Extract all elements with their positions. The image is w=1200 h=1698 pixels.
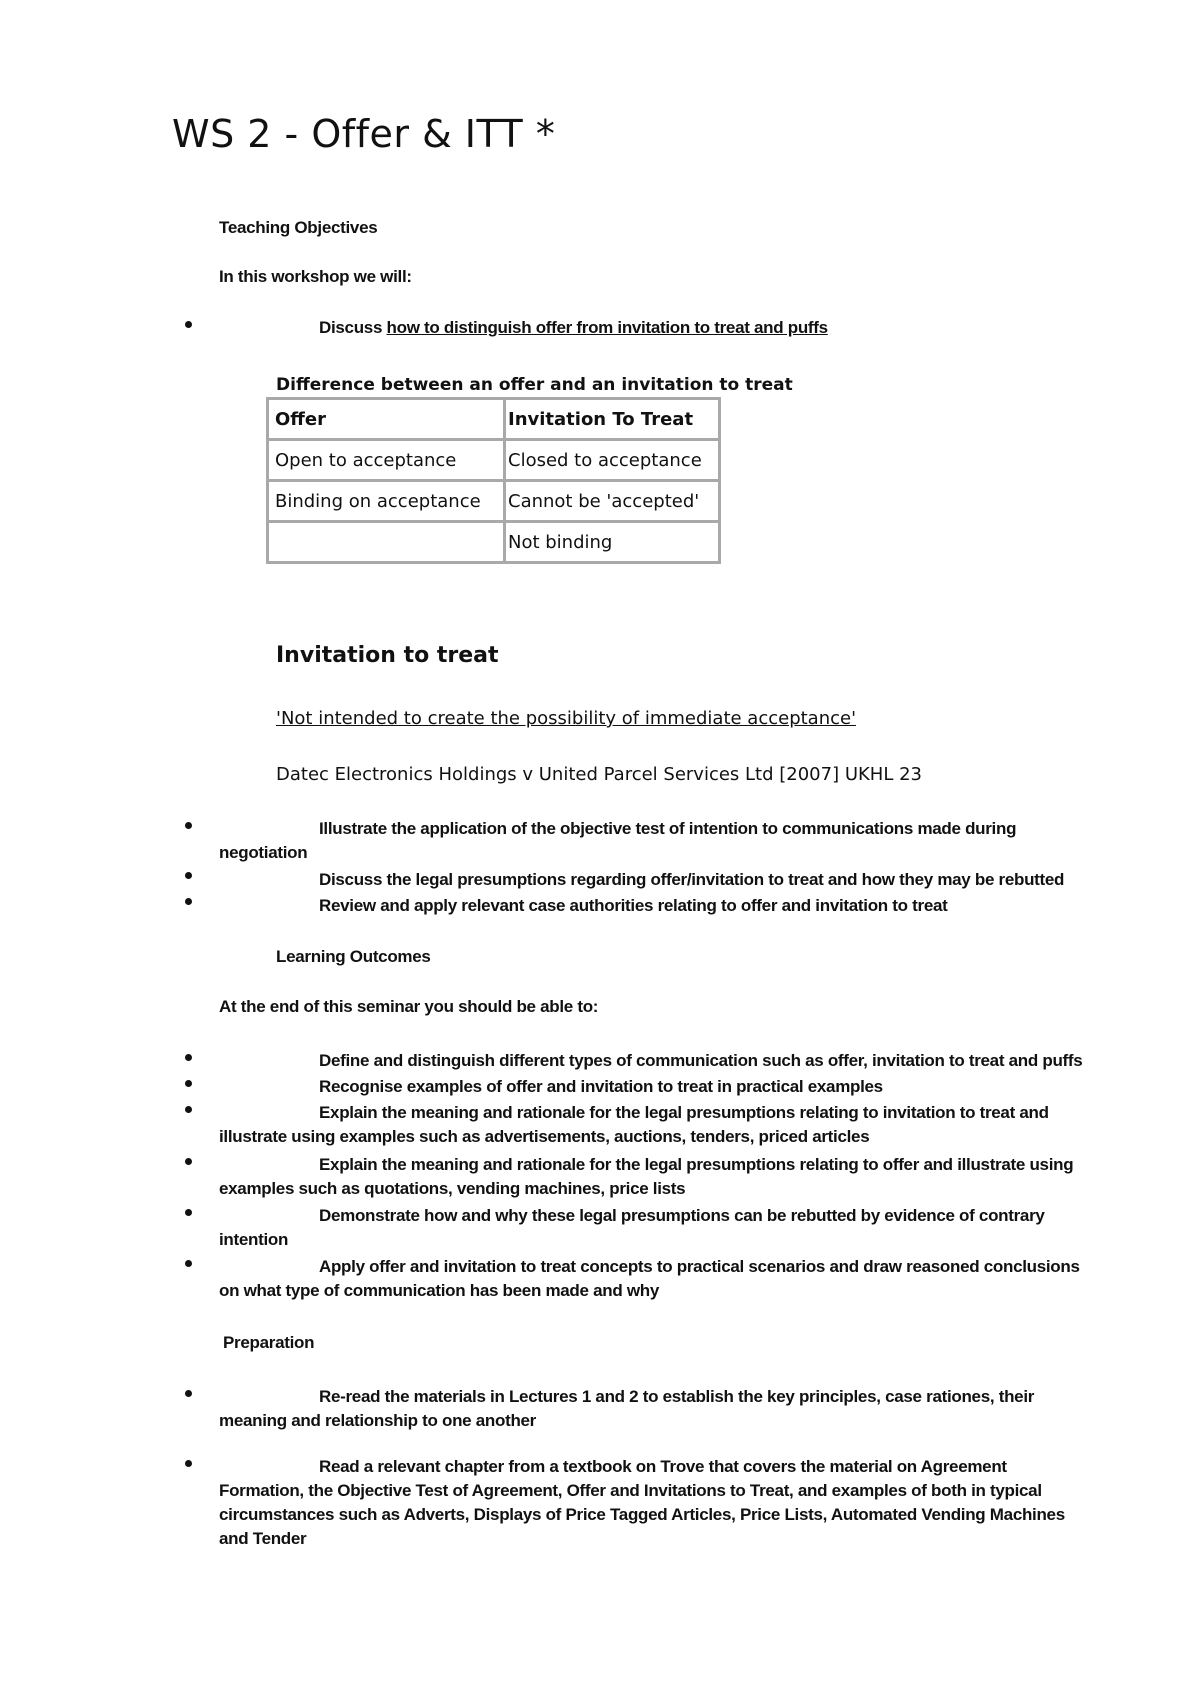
table-header-row xyxy=(268,399,720,440)
bullet-icon xyxy=(185,1209,192,1216)
list-item-line: illustrate using examples such as advertisements, auctions, tenders, priced articles xyxy=(219,1127,870,1146)
table-header-cell: Invitation To Treat xyxy=(505,399,720,440)
table-row xyxy=(268,440,720,481)
offer-itt-table xyxy=(266,397,721,564)
page-title: WS 2 - Offer & ITT * xyxy=(172,112,556,156)
bullet-icon xyxy=(185,1260,192,1267)
table-caption: Difference between an offer and an invitation to treat xyxy=(276,375,793,395)
list-item-line: Illustrate the application of the objective test of intention to communications made during xyxy=(319,819,1017,838)
bullet-icon xyxy=(185,1080,192,1087)
list-item-line: Review and apply relevant case authorities relating to offer and invitation to treat xyxy=(319,896,948,915)
teaching-objectives-heading: Teaching Objectives xyxy=(219,218,378,237)
teaching-objectives-intro: In this workshop we will: xyxy=(219,267,412,286)
bullet-icon xyxy=(185,1054,192,1061)
list-item-line: Demonstrate how and why these legal presumptions can be rebutted by evidence of contrary xyxy=(319,1206,1045,1225)
list-item-line: Re-read the materials in Lectures 1 and 2 to establish the key principles, case rationes, their xyxy=(319,1387,1035,1406)
learning-outcomes-heading: Learning Outcomes xyxy=(276,947,431,966)
list-item-line: Define and distinguish different types of communication such as offer, invitation to treat and puffs xyxy=(319,1051,1083,1070)
bullet-icon xyxy=(185,898,192,905)
list-item-line: and Tender xyxy=(219,1529,307,1548)
distinguish-offer-link[interactable]: how to distinguish offer from invitation to treat and puffs xyxy=(386,318,828,337)
list-item-line: on what type of communication has been made and why xyxy=(219,1281,659,1300)
table-cell: Binding on acceptance xyxy=(268,481,505,522)
table-row xyxy=(268,481,720,522)
bullet-icon xyxy=(185,822,192,829)
learning-outcomes-intro: At the end of this seminar you should be able to: xyxy=(219,997,599,1016)
table-cell: Not binding xyxy=(505,522,720,563)
list-item-prefix: Discuss xyxy=(319,318,387,337)
list-item-line: negotiation xyxy=(219,843,308,862)
list-item-line: Read a relevant chapter from a textbook on Trove that covers the material on Agreement xyxy=(319,1457,1007,1476)
table-cell: Closed to acceptance xyxy=(505,440,720,481)
list-item-line: Recognise examples of offer and invitation to treat in practical examples xyxy=(319,1077,883,1096)
list-item-line: Explain the meaning and rationale for the legal presumptions relating to offer and illustrate using xyxy=(319,1155,1074,1174)
list-item-line: circumstances such as Adverts, Displays of Price Tagged Articles, Price Lists, Automated Vending Machines xyxy=(219,1505,1065,1524)
itt-section-heading: Invitation to treat xyxy=(276,643,499,668)
preparation-heading: Preparation xyxy=(223,1333,315,1352)
case-citation: Datec Electronics Holdings v United Parcel Services Ltd [2007] UKHL 23 xyxy=(276,764,922,785)
list-item xyxy=(319,315,828,340)
list-item-line: meaning and relationship to one another xyxy=(219,1411,536,1430)
table-row xyxy=(268,522,720,563)
list-item-line: Formation, the Objective Test of Agreement, Offer and Invitations to Treat, and examples of both in typical xyxy=(219,1481,1042,1500)
list-item-line: Apply offer and invitation to treat concepts to practical scenarios and draw reasoned conclusions xyxy=(319,1257,1080,1276)
itt-quote: 'Not intended to create the possibility of immediate acceptance' xyxy=(276,708,857,729)
list-item-line: Explain the meaning and rationale for the legal presumptions relating to invitation to treat and xyxy=(319,1103,1049,1122)
bullet-icon xyxy=(185,1460,192,1467)
list-item-line: intention xyxy=(219,1230,289,1249)
table-cell xyxy=(268,522,505,563)
bullet-icon xyxy=(185,1390,192,1397)
bullet-icon xyxy=(185,321,192,328)
table-cell: Open to acceptance xyxy=(268,440,505,481)
list-item-line: Discuss the legal presumptions regarding offer/invitation to treat and how they may be rebutted xyxy=(319,870,1065,889)
bullet-icon xyxy=(185,872,192,879)
table-header-cell: Offer xyxy=(268,399,505,440)
bullet-icon xyxy=(185,1106,192,1113)
list-item-line: examples such as quotations, vending machines, price lists xyxy=(219,1179,686,1198)
table-cell: Cannot be 'accepted' xyxy=(505,481,720,522)
bullet-icon xyxy=(185,1158,192,1165)
